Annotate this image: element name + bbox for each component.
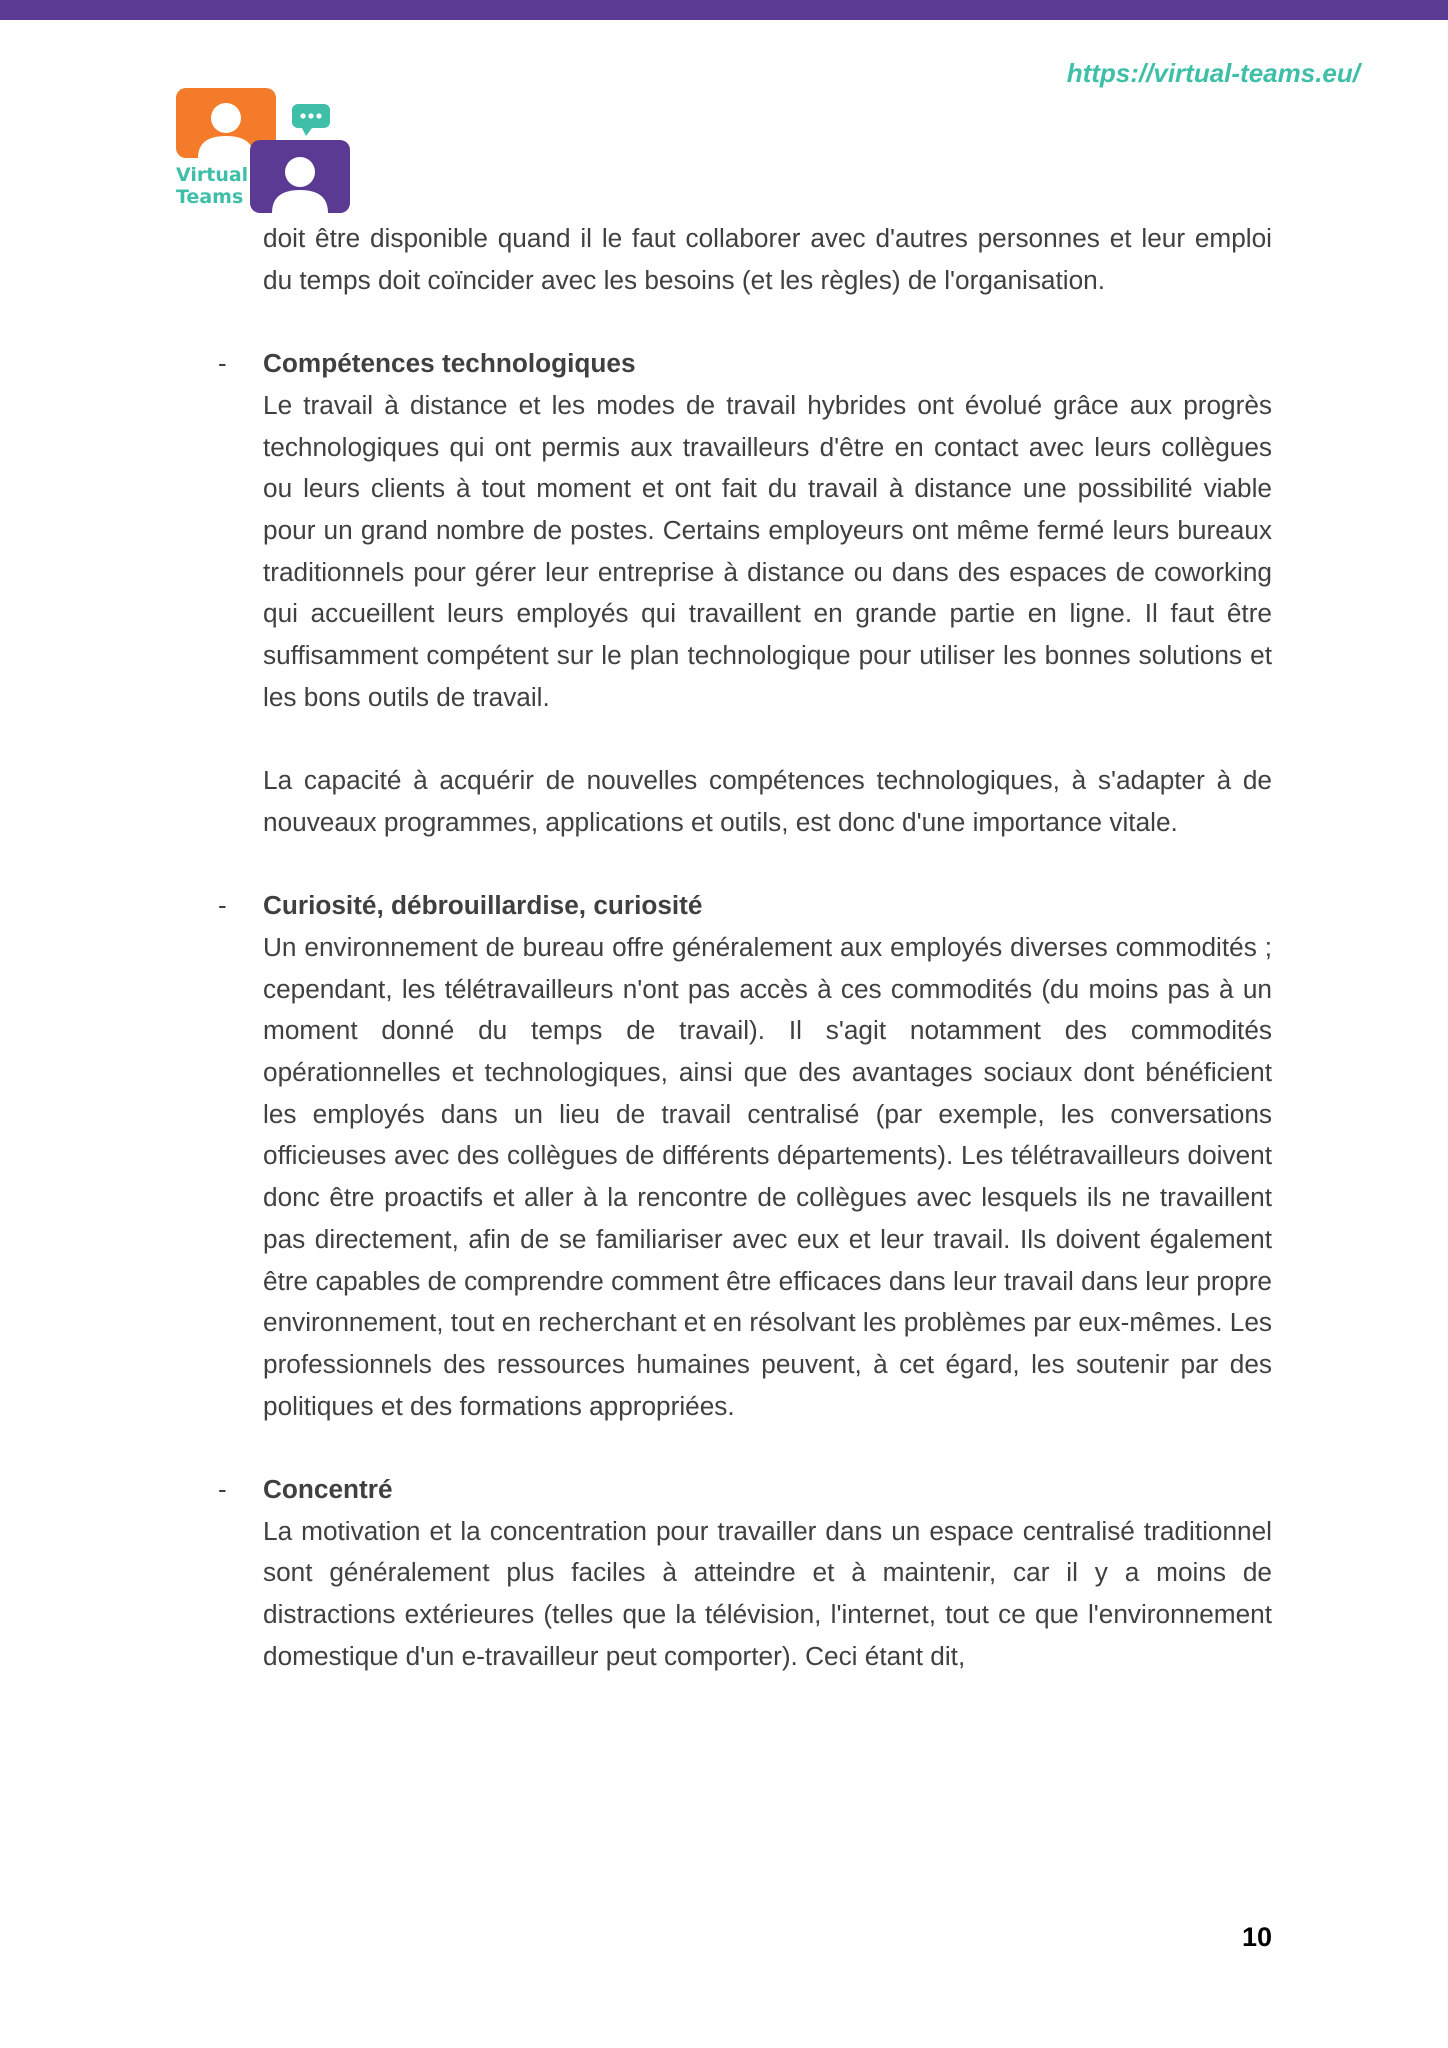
top-color-bar [0,0,1448,20]
bullet-dash: - [218,1474,227,1505]
virtual-teams-logo [176,88,351,213]
logo-text: Virtual Teams [176,164,249,208]
page-number: 10 [1242,1922,1273,1952]
section-paragraph: La motivation et la concentration pour travailler dans un espace centralisé traditionnel sont généralement plus faciles à atteindre et à maintenir, car il y a moins de distractions extérieures (telles que la télévision, l'internet, tout ce que l'environnement domestique d'un e-travailleur peut comporter). Ceci étant dit, [263,1515,1272,1671]
intro-paragraph: doit être disponible quand il le faut collaborer avec d'autres personnes et leur emploi du temps doit coïncider avec les besoins (et les règles) de l'organisation. [263,223,1272,295]
section-technological-skills [200,343,1272,843]
header-url[interactable]: https://virtual-teams.eu/ [1066,58,1360,88]
section-heading: Concentré [263,1474,393,1505]
section-paragraph: Un environnement de bureau offre généralement aux employés diverses commodités ; cependant, les télétravailleurs n'ont pas accès à ces commodités (du moins pas à un moment donné du temps de travail). Il s'agit notamment des commodités opérationnelles et technologiques, ainsi que des avantages sociaux dont bénéficient les employés dans un lieu de travail centralisé (par exemple, les conversations officieuses avec des collègues de différents départements). Les télétravailleurs doivent donc être proactifs et aller à la rencontre de collègues avec lesquels ils ne travaillent pas directement, afin de se familiariser avec eux et leur travail. Ils doivent également être capables de comprendre comment être efficaces dans leur travail dans leur propre environnement, tout en recherchant et en résolvant les problèmes par eux-mêmes. Les professionnels des ressources humaines peuvent, à cet égard, les soutenir par des politiques et des formations appropriées. [263,931,1272,1421]
bullet-dash: - [218,348,227,379]
section-curiosity [200,885,1272,1427]
section-paragraph: La capacité à acquérir de nouvelles compétences technologiques, à s'adapter à de nouveaux programmes, applications et outils, est donc d'une importance vitale. [263,765,1272,837]
section-paragraph: Le travail à distance et les modes de travail hybrides ont évolué grâce aux progrès technologiques qui ont permis aux travailleurs d'être en contact avec leurs collègues ou leurs clients à tout moment et ont fait du travail à distance une possibilité viable pour un grand nombre de postes. Certains employeurs ont même fermé leurs bureaux traditionnels pour gérer leur entreprise à distance ou dans des espaces de coworking qui accueillent leurs employés qui travaillent en grande partie en ligne. Il faut être suffisamment compétent sur le plan technologique pour utiliser les bonnes solutions et les bons outils de travail. [263,389,1272,712]
section-heading: Curiosité, débrouillardise, curiosité [263,890,703,921]
section-heading: Compétences technologiques [263,348,636,379]
section-focused [200,1469,1272,1678]
bullet-dash: - [218,890,227,921]
document-body [200,218,1272,1678]
